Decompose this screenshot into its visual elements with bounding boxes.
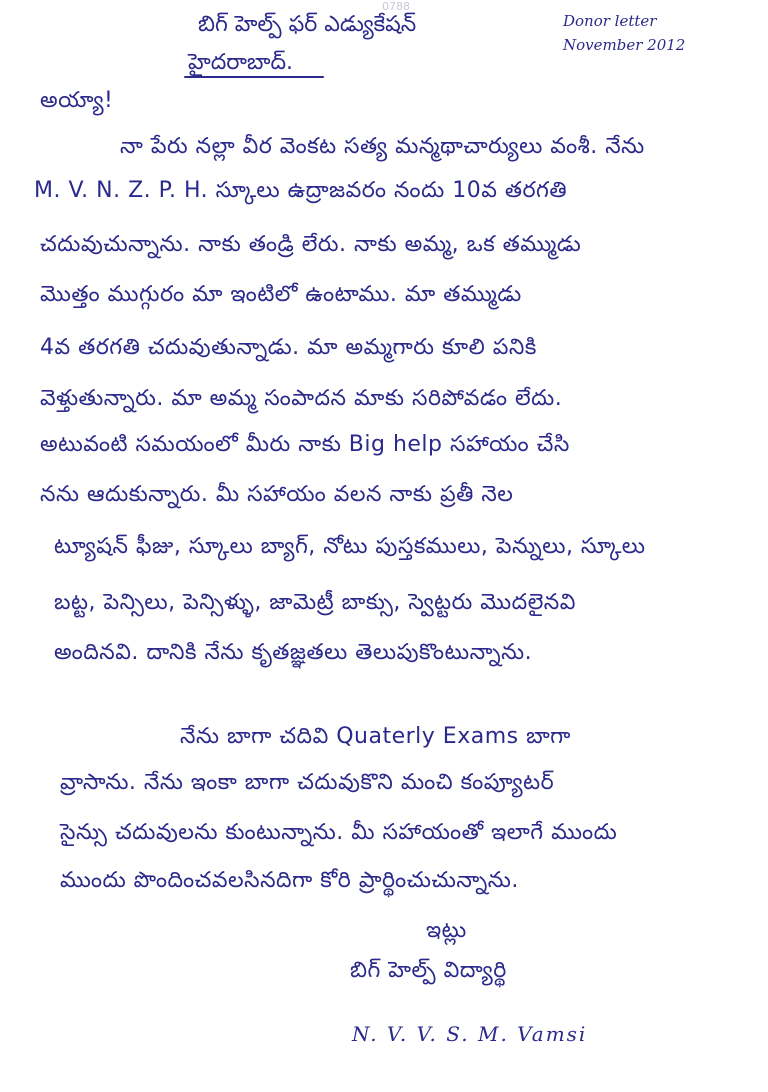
body-line-1: నా పేరు నల్లా వీర వెంకట సత్య మన్మథాచార్యులు వంశీ. నేను [120, 134, 645, 159]
body-line-3: చదువుచున్నాను. నాకు తండ్రి లేరు. నాకు అమ్మ, ఒక తమ్ముడు [40, 232, 582, 257]
body-line-11: అందినవి. దానికి నేను కృతజ్ఞతలు తెలుపుకొంటున్నాను. [54, 640, 533, 665]
signature: N. V. V. S. M. Vamsi [352, 1022, 588, 1046]
body-line-2: M. V. N. Z. P. H. స్కూలు ఉద్రాజవరం నందు 10వ తరగతి [34, 178, 568, 203]
city-underline [184, 76, 324, 78]
body-line-10: బట్ట, పెన్సిలు, పెన్సిళ్ళు, జామెట్రీ బాక్సు, స్వెట్టరు మొదలైనవి [54, 590, 576, 615]
donor-note: Donor letter [563, 12, 657, 30]
closing: ఇట్లు [426, 918, 467, 943]
letterhead-city: హైదరాబాద్. [188, 50, 293, 75]
date-note: November 2012 [563, 36, 686, 54]
body2-line-1: నేను బాగా చదివి Quaterly Exams బాగా [180, 724, 571, 749]
salutation: అయ్యా! [40, 88, 114, 113]
body-line-5: 4వ తరగతి చదువుతున్నాడు. మా అమ్మగారు కూలి పనికి [40, 335, 537, 360]
body2-line-3: సైన్సు చదువులను కుంటున్నాను. మీ సహాయంతో ఇలాగే ముందు [60, 820, 618, 845]
body-line-6: వెళ్తుతున్నారు. మా అమ్మ సంపాదన మాకు సరిపోవడం లేదు. [40, 386, 563, 411]
body-line-8: నను ఆదుకున్నారు. మీ సహాయం వలన నాకు ప్రతీ నెల [40, 482, 514, 507]
body2-line-4: ముందు పొందించవలసినదిగా కోరి ప్రార్థించుచున్నాను. [60, 868, 519, 893]
body-line-9: ట్యూషన్ ఫీజు, స్కూలు బ్యాగ్, నోటు పుస్తకములు, పెన్నులు, స్కూలు [54, 534, 646, 559]
body2-line-2: వ్రాసాను. నేను ఇంకా బాగా చదువుకొని మంచి కంప్యూటర్ [60, 770, 555, 795]
body-line-4: మొత్తం ముగ్గురం మా ఇంటిలో ఉంటాము. మా తమ్ముడు [40, 282, 522, 307]
letterhead-org: బిగ్ హెల్ప్ ఫర్ ఎడ్యుకేషన్ [198, 12, 417, 37]
faint-stamp-mark: 0788 [382, 0, 410, 13]
body-line-7: అటువంటి సమయంలో మీరు నాకు Big help సహాయం చేసి [40, 432, 570, 457]
closing-org: బిగ్ హెల్ప్ విద్యార్థి [350, 958, 507, 983]
